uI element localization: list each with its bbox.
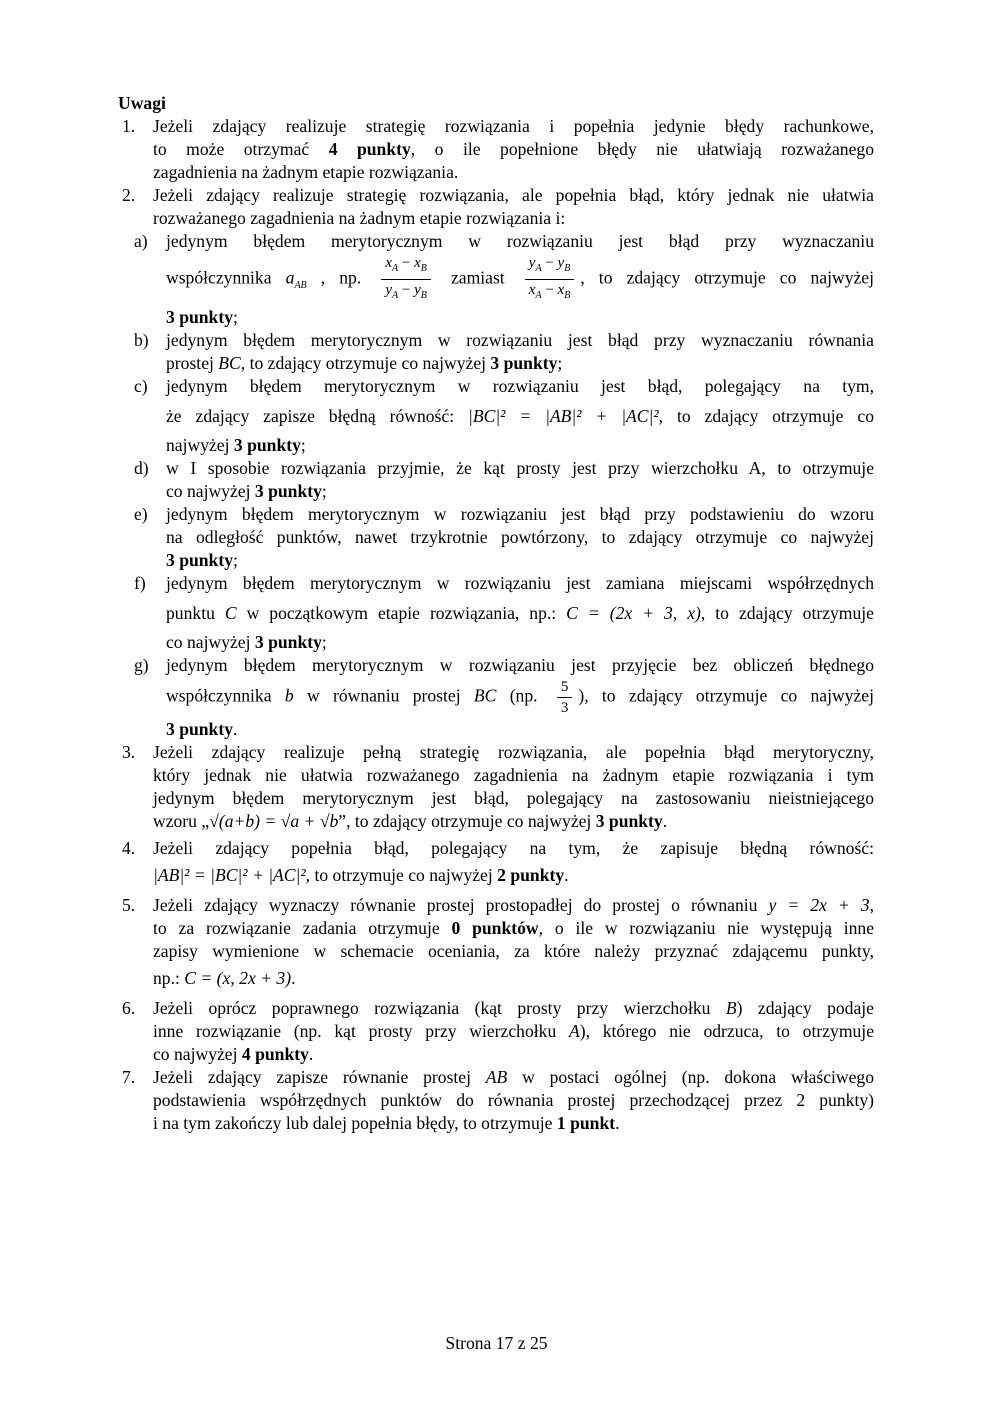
note-text: to może otrzymać 4 punkty, o ile popełnione błędy nie ułatwiają rozważanego <box>153 139 874 159</box>
note-text: Jeżeli zdający realizuje strategię rozwiązania, ale popełnia błąd, który jednak nie ułatwia <box>153 185 874 205</box>
note-text: zagadnienia na żadnym etapie rozwiązania. <box>153 162 459 182</box>
note-text: co najwyżej 4 punkty. <box>153 1044 314 1064</box>
equation: |BC|² = |AB|² + |AC|² <box>468 406 659 426</box>
note-item-6 <box>118 997 874 1066</box>
subitem-label: e) <box>134 504 148 524</box>
subitem-label: g) <box>134 655 149 675</box>
note-text: jedynym błędem merytorycznym w rozwiązaniu jest zamiana miejscami współrzędnych <box>166 573 874 593</box>
fraction: $\frac{x_A - x_B}{y_A - y_B}$ <box>381 253 431 306</box>
note-text: jedynym błędem merytorycznym w rozwiązaniu jest błąd przy wyznaczaniu <box>166 231 874 251</box>
note-text: Jeżeli zdający zapisze równanie prostej AB w postaci ogólnej (np. dokona właściwego <box>153 1067 875 1087</box>
note-text: 3 punkty; <box>166 550 238 570</box>
note-text: najwyżej 3 punkty; <box>166 435 306 455</box>
equation: C = (x, 2x + 3) <box>184 968 292 988</box>
subitem-label: a) <box>134 231 148 251</box>
subitem-e <box>118 503 874 572</box>
note-text: który jednak nie ułatwia rozważanego zagadnienia na żadnym etapie rozwiązania i tym <box>153 765 874 785</box>
formula-line: że zdający zapisze błędną równość: |BC|² = |AB|² + |AC|², to zdający otrzymuje co <box>166 406 874 426</box>
note-text: podstawienia współrzędnych punktów do równania prostej przechodzącej przez 2 punkty) <box>153 1090 874 1110</box>
subitem-a <box>118 230 874 329</box>
item-number: 2. <box>122 185 136 205</box>
note-text: w I sposobie rozwiązania przyjmie, że kąt prosty jest przy wierzchołku A, to otrzymuje <box>166 458 874 478</box>
subitem-f <box>118 572 874 654</box>
item-number: 4. <box>122 838 136 858</box>
note-text: jedynym błędem merytorycznym w rozwiązaniu jest błąd przy wyznaczaniu równania <box>166 330 874 350</box>
note-text: jedynym błędem merytorycznym w rozwiązaniu jest błąd przy podstawieniu do wzoru <box>166 504 874 524</box>
formula-line: |AB|² = |BC|² + |AC|², to otrzymuje co najwyżej 2 punkty. <box>153 865 569 885</box>
subitem-g <box>118 654 874 741</box>
page-footer: Strona 17 z 25 <box>445 1333 548 1353</box>
note-text: co najwyżej 3 punkty; <box>166 481 327 501</box>
note-text: i na tym zakończy lub dalej popełnia błędy, to otrzymuje 1 punkt. <box>153 1113 620 1133</box>
note-item-1 <box>118 115 874 184</box>
subitem-b <box>118 329 874 375</box>
note-text: zapisy wymienione w schemacie oceniania, za które należy przyznać zdającemu punkty, <box>153 941 874 961</box>
subitem-label: b) <box>134 330 149 350</box>
item-number: 1. <box>122 116 136 136</box>
subitem-label: d) <box>134 458 149 478</box>
equation: C = (2x + 3, x) <box>566 603 701 623</box>
note-text: Jeżeli zdający realizuje strategię rozwiązania i popełnia jedynie błędy rachunkowe, <box>153 116 874 136</box>
formula-line: np.: C = (x, 2x + 3). <box>153 968 296 988</box>
fraction: $\frac{y_A - y_B}{x_A - x_B}$ <box>525 253 575 306</box>
subitem-label: f) <box>134 573 146 593</box>
note-text: co najwyżej 3 punkty; <box>166 632 327 652</box>
note-text: to za rozwiązanie zadania otrzymuje 0 punktów, o ile w rozwiązaniu nie występują inne <box>153 918 875 938</box>
equation: y = 2x + 3 <box>768 895 870 915</box>
note-item-4 <box>118 837 874 890</box>
fraction: $\frac{5}{3}$ <box>557 677 573 718</box>
formula-line: współczynnika $a_{AB}$ , np. $\frac{x_A - x_B}{y_A - y_B}$ zamiast $\frac{y_A - y_B}{x_A - x_B}$ , to zdający otrzymuje co najwyżej <box>166 253 874 306</box>
section-heading: Uwagi <box>118 93 166 113</box>
subitem-d <box>118 457 874 503</box>
formula-line: współczynnika b w równaniu prostej BC (np. $\frac{5}{3}$ ), to zdający otrzymuje co najwyżej <box>166 679 874 716</box>
note-item-7 <box>118 1066 874 1135</box>
item-number: 5. <box>122 895 136 915</box>
note-text: Jeżeli zdający popełnia błąd, polegający na tym, że zapisuje błędną równość: <box>153 838 874 858</box>
subitem-c <box>118 375 874 457</box>
note-item-2 <box>118 184 874 230</box>
note-text: jedynym błędem merytorycznym w rozwiązaniu jest błąd, polegający na tym, <box>166 376 874 396</box>
item-number: 6. <box>122 998 136 1018</box>
note-text: 3 punkty. <box>166 719 238 739</box>
note-text: Jeżeli zdający wyznaczy równanie prostej prostopadłej do prostej o równaniu y = 2x + 3, <box>153 895 874 915</box>
equation: √(a+b) = √a + √b <box>209 811 339 831</box>
note-item-3 <box>118 741 874 833</box>
note-text: prostej BC, to zdający otrzymuje co najwyżej 3 punkty; <box>166 353 563 373</box>
note-text: rozważanego zagadnienia na żadnym etapie rozwiązania i: <box>153 208 566 228</box>
note-text: Jeżeli oprócz poprawnego rozwiązania (kąt prosty przy wierzchołku B) zdający podaje <box>153 998 874 1018</box>
item-number: 7. <box>122 1067 136 1087</box>
note-text: jedynym błędem merytorycznym w rozwiązaniu jest przyjęcie bez obliczeń błędnego <box>166 655 874 675</box>
note-text: jedynym błędem merytorycznym jest błąd, polegający na zastosowaniu nieistniejącego <box>153 788 874 808</box>
equation: |AB|² = |BC|² + |AC|² <box>153 865 306 885</box>
formula-line: wzoru „√(a+b) = √a + √b”, to zdający otrzymuje co najwyżej 3 punkty. <box>153 811 668 831</box>
note-text: 3 punkty; <box>166 307 238 327</box>
item-number: 3. <box>122 742 136 762</box>
note-text: inne rozwiązanie (np. kąt prosty przy wierzchołku A), którego nie odrzuca, to otrzymuje <box>153 1021 875 1041</box>
subitem-label: c) <box>134 376 148 396</box>
notes-section <box>118 92 874 1135</box>
note-text: Jeżeli zdający realizuje pełną strategię rozwiązania, ale popełnia błąd merytoryczny, <box>153 742 874 762</box>
note-text: na odległość punktów, nawet trzykrotnie powtórzony, to zdający otrzymuje co najwyżej <box>166 527 874 547</box>
note-item-5 <box>118 894 874 993</box>
formula-line: punktu C w początkowym etapie rozwiązania, np.: C = (2x + 3, x), to zdający otrzymuje <box>166 603 874 623</box>
